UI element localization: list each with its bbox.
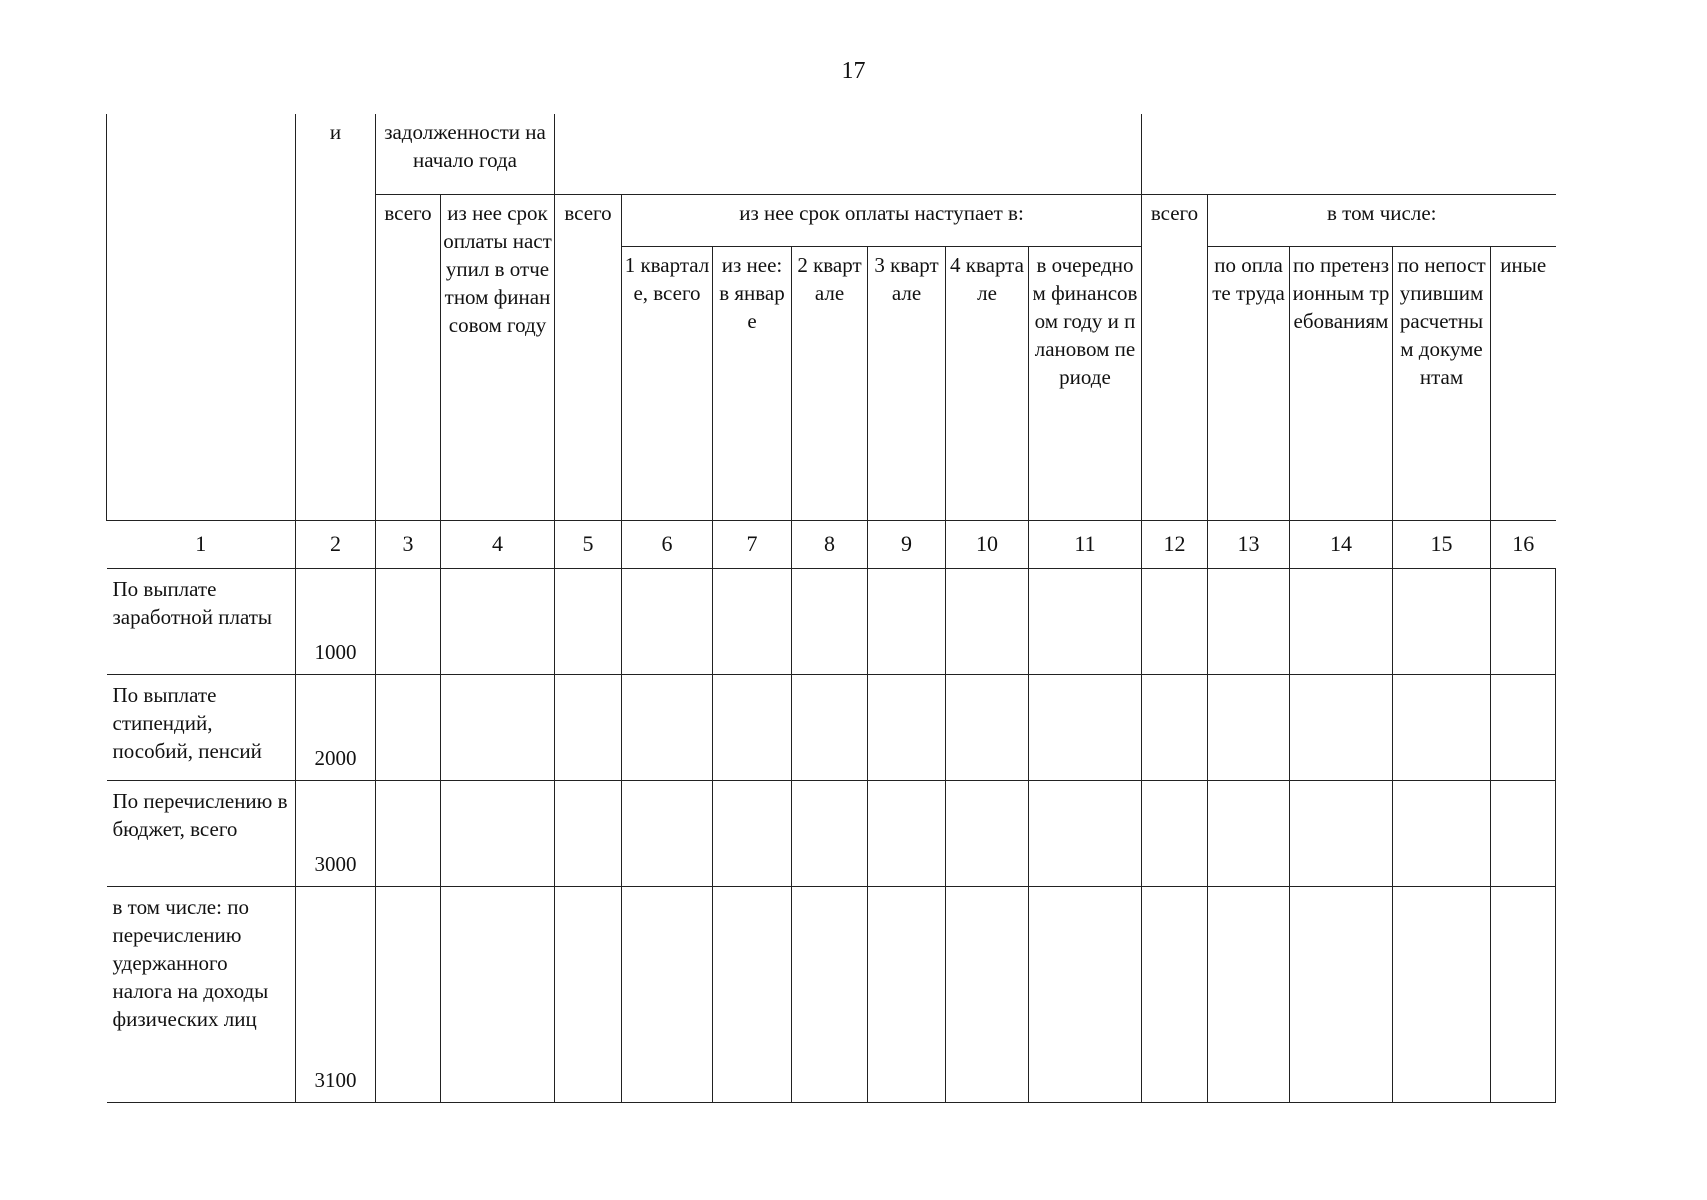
data-cell[interactable]: [946, 568, 1029, 674]
row-label: в том числе: по перечислению удержанного налога на доходы физических лиц: [107, 886, 296, 1102]
table-row: [107, 780, 1556, 886]
data-cell[interactable]: [1208, 780, 1290, 886]
data-cell[interactable]: [868, 674, 946, 780]
header-col13-wages: [1208, 246, 1290, 520]
col-number: 11: [1029, 520, 1142, 568]
data-cell[interactable]: [946, 886, 1029, 1102]
data-cell[interactable]: [1290, 568, 1393, 674]
header-due-in: [622, 194, 1142, 246]
col-number: 5: [555, 520, 622, 568]
data-cell[interactable]: [868, 886, 946, 1102]
header-col14-claims: [1290, 246, 1393, 520]
data-cell[interactable]: [792, 568, 868, 674]
debt-form-table: [106, 114, 1556, 1103]
data-cell[interactable]: [622, 886, 713, 1102]
header-col11-next-fy: [1029, 246, 1142, 520]
row-code: 3000: [296, 780, 376, 886]
header-including: [1208, 194, 1556, 246]
row-label: По перечислению в бюджет, всего: [107, 780, 296, 886]
table-row: [107, 568, 1556, 674]
data-cell[interactable]: [1208, 568, 1290, 674]
data-cell[interactable]: [376, 568, 441, 674]
data-cell[interactable]: [555, 780, 622, 886]
header-col9-q3: [868, 246, 946, 520]
header-col6-q1: [622, 246, 713, 520]
data-cell[interactable]: [555, 568, 622, 674]
header-group-due: [555, 114, 1142, 194]
header-col5-total: [555, 194, 622, 520]
data-cell[interactable]: [946, 780, 1029, 886]
data-cell[interactable]: [713, 568, 792, 674]
data-cell[interactable]: [792, 886, 868, 1102]
data-cell[interactable]: [1393, 886, 1491, 1102]
row-label: По выплате стипендий, пособий, пенсий: [107, 674, 296, 780]
header-col15-text: по непоступившим расчетным документам: [1397, 252, 1486, 389]
table-row: [107, 886, 1556, 1102]
header-col16-other: [1491, 246, 1556, 520]
data-cell[interactable]: [1491, 886, 1556, 1102]
data-cell[interactable]: [1393, 568, 1491, 674]
row-label: По выплате заработной платы: [107, 568, 296, 674]
data-cell[interactable]: [376, 674, 441, 780]
header-col3-total: [376, 194, 441, 520]
data-cell[interactable]: [792, 674, 868, 780]
page-number: 17: [841, 58, 866, 84]
header-col10-q4: [946, 246, 1029, 520]
header-col6-text: 1 квартале, всего: [624, 252, 710, 305]
data-cell[interactable]: [792, 780, 868, 886]
header-col5-text: всего: [564, 200, 612, 225]
header-group-including: [1142, 114, 1556, 194]
data-cell[interactable]: [1029, 568, 1142, 674]
data-cell[interactable]: [1142, 780, 1208, 886]
col-number: 6: [622, 520, 713, 568]
data-cell[interactable]: [376, 886, 441, 1102]
header-including-text: в том числе:: [1327, 200, 1437, 225]
col-number: 3: [376, 520, 441, 568]
data-cell[interactable]: [441, 674, 555, 780]
data-cell[interactable]: [441, 886, 555, 1102]
header-debt-start-text: задолженности на начало года: [384, 120, 546, 172]
header-due-in-text: из нее срок оплаты наступает в:: [739, 200, 1024, 225]
header-col10-text: 4 квартале: [950, 252, 1024, 305]
header-col15-unpaid: [1393, 246, 1491, 520]
header-col7-text: из нее: в январе: [719, 252, 785, 333]
data-cell[interactable]: [1290, 886, 1393, 1102]
data-cell[interactable]: [1142, 886, 1208, 1102]
data-cell[interactable]: [376, 780, 441, 886]
header-debt-start: [376, 114, 555, 194]
header-col11-text: в очередном финансовом году и плановом периоде: [1032, 252, 1138, 389]
data-cell[interactable]: [622, 780, 713, 886]
data-cell[interactable]: [1491, 568, 1556, 674]
data-cell[interactable]: [1393, 780, 1491, 886]
row-code: 2000: [296, 674, 376, 780]
data-cell[interactable]: [1491, 674, 1556, 780]
header-col2: [296, 114, 376, 520]
data-cell[interactable]: [1290, 780, 1393, 886]
data-cell[interactable]: [1290, 674, 1393, 780]
col-number: 7: [713, 520, 792, 568]
col-number: 4: [441, 520, 555, 568]
data-cell[interactable]: [555, 886, 622, 1102]
header-col14-text: по претензионным требованиям: [1292, 252, 1390, 333]
col-number: 12: [1142, 520, 1208, 568]
data-cell[interactable]: [1208, 674, 1290, 780]
header-col8-text: 2 квартале: [797, 252, 862, 305]
header-row-a: [107, 114, 1556, 194]
data-cell[interactable]: [868, 568, 946, 674]
header-col8-q2: [792, 246, 868, 520]
header-col2-text: и: [329, 120, 342, 144]
table-row: [107, 674, 1556, 780]
data-cell[interactable]: [1393, 674, 1491, 780]
header-col9-text: 3 квартале: [874, 252, 939, 305]
header-col4-due-reporting: [441, 194, 555, 520]
data-cell[interactable]: [713, 780, 792, 886]
col-number: 16: [1491, 520, 1556, 568]
data-cell[interactable]: [713, 886, 792, 1102]
data-cell[interactable]: [713, 674, 792, 780]
data-cell[interactable]: [1029, 674, 1142, 780]
col-number: 10: [946, 520, 1029, 568]
col-number: 1: [107, 520, 296, 568]
data-cell[interactable]: [1142, 568, 1208, 674]
data-cell[interactable]: [622, 568, 713, 674]
header-col7-january: [713, 246, 792, 520]
header-col12-text: всего: [1150, 200, 1199, 225]
col-number: 9: [868, 520, 946, 568]
data-cell[interactable]: [1029, 780, 1142, 886]
header-col16-text: иные: [1500, 252, 1547, 277]
header-col13-text: по оплате труда: [1212, 252, 1285, 305]
data-cell[interactable]: [1491, 780, 1556, 886]
col-number: 8: [792, 520, 868, 568]
data-cell[interactable]: [1029, 886, 1142, 1102]
data-cell[interactable]: [1142, 674, 1208, 780]
row-code: 3100: [296, 886, 376, 1102]
data-cell[interactable]: [622, 674, 713, 780]
column-numbers-row: [107, 520, 1556, 568]
data-cell[interactable]: [441, 568, 555, 674]
header-col4-text: из нее срок оплаты наступил в отчетном финансовом году: [443, 200, 552, 337]
header-col12-total: [1142, 194, 1208, 520]
col-number: 15: [1393, 520, 1491, 568]
col-number: 2: [296, 520, 376, 568]
data-cell[interactable]: [868, 780, 946, 886]
header-col3-text: всего: [384, 200, 432, 225]
col-number: 14: [1290, 520, 1393, 568]
col-number: 13: [1208, 520, 1290, 568]
data-cell[interactable]: [441, 780, 555, 886]
data-cell[interactable]: [1208, 886, 1290, 1102]
data-cell[interactable]: [946, 674, 1029, 780]
header-col1: [107, 114, 296, 520]
row-code: 1000: [296, 568, 376, 674]
data-cell[interactable]: [555, 674, 622, 780]
